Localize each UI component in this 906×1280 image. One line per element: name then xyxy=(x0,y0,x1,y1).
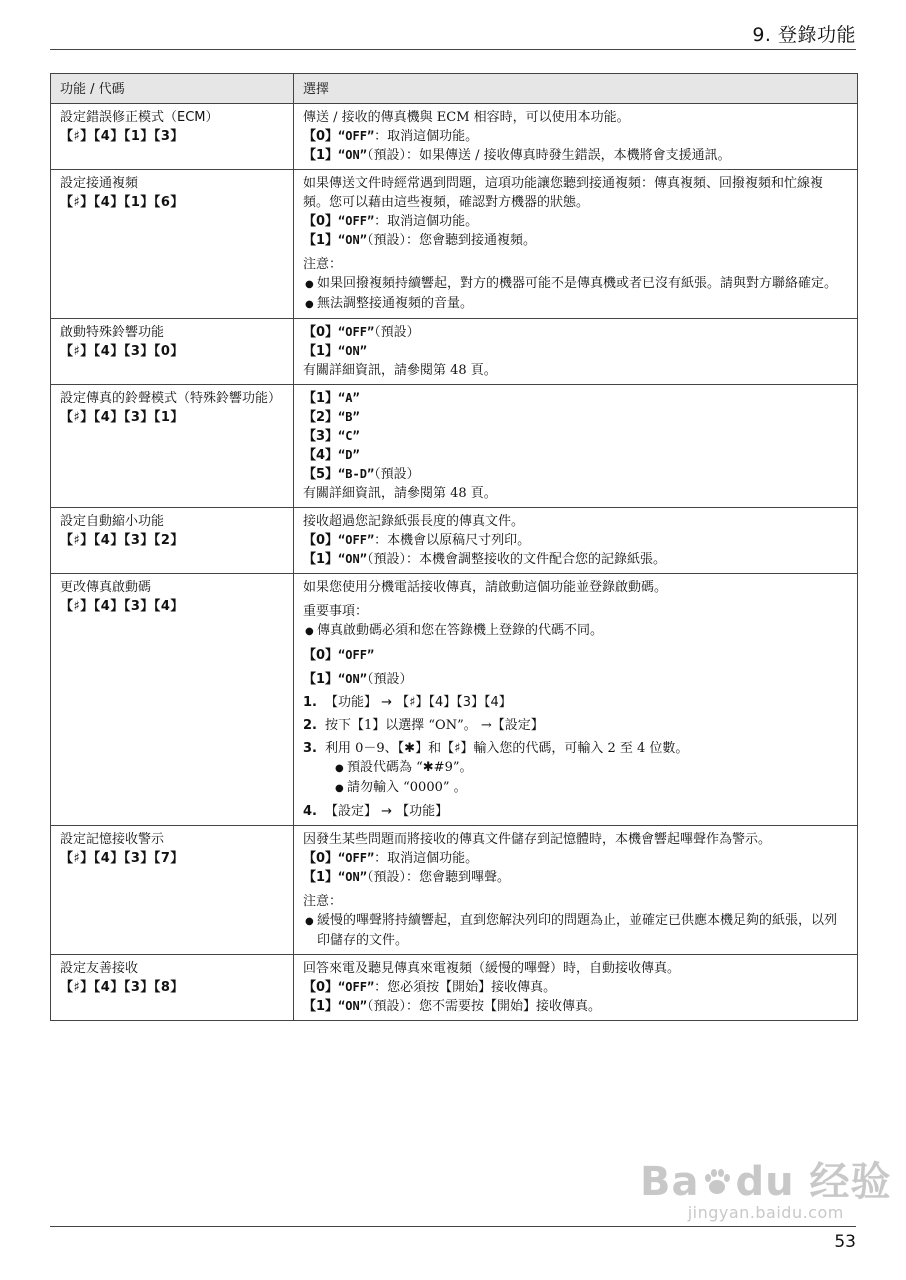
chapter-title: 9. 登錄功能 xyxy=(752,24,856,46)
function-code: 【♯】【4】【3】【0】 xyxy=(60,344,184,359)
function-code: 【♯】【4】【3】【2】 xyxy=(60,533,184,548)
baidu-watermark xyxy=(640,1150,892,1222)
function-cell xyxy=(51,508,294,574)
table-row xyxy=(51,170,858,319)
function-name: 設定記憶接收警示 xyxy=(60,832,165,847)
step-4: 4. 【設定】 → 【功能】 xyxy=(303,804,449,819)
step-1: 1. 【功能】 → 【♯】【4】【3】【4】 xyxy=(303,695,512,710)
page-reference: 有關詳細資訊，請參閱第 48 頁。 xyxy=(303,363,497,378)
header-rule xyxy=(50,49,856,50)
description: 傳送 / 接收的傳真機與 ECM 相容時，可以使用本功能。 xyxy=(303,110,630,125)
function-name: 設定傳真的鈴聲模式（特殊鈴響功能） xyxy=(60,391,282,406)
note-bullet: ● 如果回撥複頻持續響起，對方的機器可能不是傳真機或者已沒有紙張。請與對方聯絡確定。 xyxy=(303,274,848,294)
option-5: 【5】“B-D”（預設） xyxy=(303,467,420,482)
column-header-selection: 選擇 xyxy=(294,74,858,104)
function-name: 設定接通複頻 xyxy=(60,176,139,191)
page-number: 53 xyxy=(834,1232,856,1252)
function-cell xyxy=(51,170,294,319)
table-row xyxy=(51,104,858,170)
note-title: 注意： xyxy=(303,257,343,272)
selection-cell xyxy=(294,955,858,1021)
step-3-sub-bullet: ● 預設代碼為 “✱#9”。 xyxy=(303,758,848,778)
function-cell xyxy=(51,385,294,508)
column-header-function: 功能 / 代碼 xyxy=(51,74,294,104)
option-1: 【1】“ON”（預設）：您不需要按【開始】接收傳真。 xyxy=(303,999,601,1014)
option-4: 【4】“D” xyxy=(303,448,360,463)
function-code: 【♯】【4】【1】【3】 xyxy=(60,129,184,144)
function-cell xyxy=(51,826,294,955)
option-0: 【0】“OFF”：取消這個功能。 xyxy=(303,129,479,144)
option-1: 【1】“A” xyxy=(303,391,360,406)
table-row xyxy=(51,955,858,1021)
settings-table xyxy=(50,73,858,1021)
description: 因發生某些問題而將接收的傳真文件儲存到記憶體時，本機會響起嗶聲作為警示。 xyxy=(303,832,772,847)
table-row xyxy=(51,826,858,955)
function-name: 啟動特殊鈴響功能 xyxy=(60,325,165,340)
option-1: 【1】“ON”（預設）：您會聽到嗶聲。 xyxy=(303,870,510,885)
step-3: 3. 利用 0－9、【✱】和【♯】輸入您的代碼，可輸入 2 至 4 位數。 xyxy=(303,741,689,756)
page-reference: 有關詳細資訊，請參閱第 48 頁。 xyxy=(303,486,497,501)
note-title: 注意： xyxy=(303,894,343,909)
option-0: 【0】“OFF”：取消這個功能。 xyxy=(303,851,479,866)
paw-icon xyxy=(701,1166,733,1198)
function-name: 更改傳真啟動碼 xyxy=(60,580,152,595)
watermark-logo: Ba du 经验 xyxy=(640,1159,892,1205)
selection-cell xyxy=(294,104,858,170)
function-code: 【♯】【4】【3】【7】 xyxy=(60,851,184,866)
option-0: 【0】“OFF” xyxy=(303,648,375,663)
function-name: 設定友善接收 xyxy=(60,961,139,976)
option-0: 【0】“OFF”：取消這個功能。 xyxy=(303,214,479,229)
selection-cell xyxy=(294,170,858,319)
function-code: 【♯】【4】【1】【6】 xyxy=(60,195,184,210)
table-header-row xyxy=(51,74,858,104)
option-1: 【1】“ON”（預設）：如果傳送 / 接收傳真時發生錯誤，本機將會支援通訊。 xyxy=(303,148,731,163)
function-code: 【♯】【4】【3】【8】 xyxy=(60,980,184,995)
option-1: 【1】“ON”（預設） xyxy=(303,672,413,687)
step-2: 2. 按下【1】以選擇 “ON”。 →【設定】 xyxy=(303,718,544,733)
step-3-sub-bullet: ● 請勿輸入 “0000” 。 xyxy=(303,778,848,798)
description: 回答來電及聽見傳真來電複頻（緩慢的嗶聲）時，自動接收傳真。 xyxy=(303,961,681,976)
function-cell xyxy=(51,319,294,385)
function-code: 【♯】【4】【3】【4】 xyxy=(60,599,184,614)
option-1: 【1】“ON”（預設）：您會聽到接通複頻。 xyxy=(303,233,536,248)
option-3: 【3】“C” xyxy=(303,429,360,444)
option-1: 【1】“ON” xyxy=(303,344,367,359)
description: 如果您使用分機電話接收傳真，請啟動這個功能並登錄啟動碼。 xyxy=(303,580,668,595)
selection-cell xyxy=(294,385,858,508)
description: 接收超過您記錄紙張長度的傳真文件。 xyxy=(303,514,525,529)
selection-cell xyxy=(294,574,858,826)
function-name: 設定錯誤修正模式（ECM） xyxy=(60,110,219,125)
function-cell xyxy=(51,574,294,826)
footer-rule xyxy=(50,1226,856,1227)
note-bullet: ● 緩慢的嗶聲將持續響起，直到您解決列印的問題為止，並確定已供應本機足夠的紙張，以列印儲存的文件。 xyxy=(303,911,848,950)
function-code: 【♯】【4】【3】【1】 xyxy=(60,410,184,425)
option-0: 【0】“OFF”（預設） xyxy=(303,325,420,340)
table-row xyxy=(51,508,858,574)
selection-cell xyxy=(294,826,858,955)
function-name: 設定自動縮小功能 xyxy=(60,514,165,529)
function-cell xyxy=(51,104,294,170)
option-2: 【2】“B” xyxy=(303,410,360,425)
selection-cell xyxy=(294,508,858,574)
watermark-url: jingyan.baidu.com xyxy=(687,1203,844,1222)
table-row xyxy=(51,319,858,385)
important-bullet: ● 傳真啟動碼必須和您在答錄機上登錄的代碼不同。 xyxy=(303,621,848,641)
important-title: 重要事項： xyxy=(303,604,369,619)
function-cell xyxy=(51,955,294,1021)
description: 如果傳送文件時經常遇到問題，這項功能讓您聽到接通複頻：傳真複頻、回撥複頻和忙線複頻。您可以藉由這些複頻，確認對方機器的狀態。 xyxy=(303,176,824,210)
note-bullet: ● 無法調整接通複頻的音量。 xyxy=(303,294,848,314)
option-0: 【0】“OFF”：您必須按【開始】接收傳真。 xyxy=(303,980,557,995)
table-row xyxy=(51,574,858,826)
option-1: 【1】“ON”（預設）：本機會調整接收的文件配合您的記錄紙張。 xyxy=(303,552,666,567)
selection-cell xyxy=(294,319,858,385)
table-row xyxy=(51,385,858,508)
option-0: 【0】“OFF”：本機會以原稿尺寸列印。 xyxy=(303,533,531,548)
